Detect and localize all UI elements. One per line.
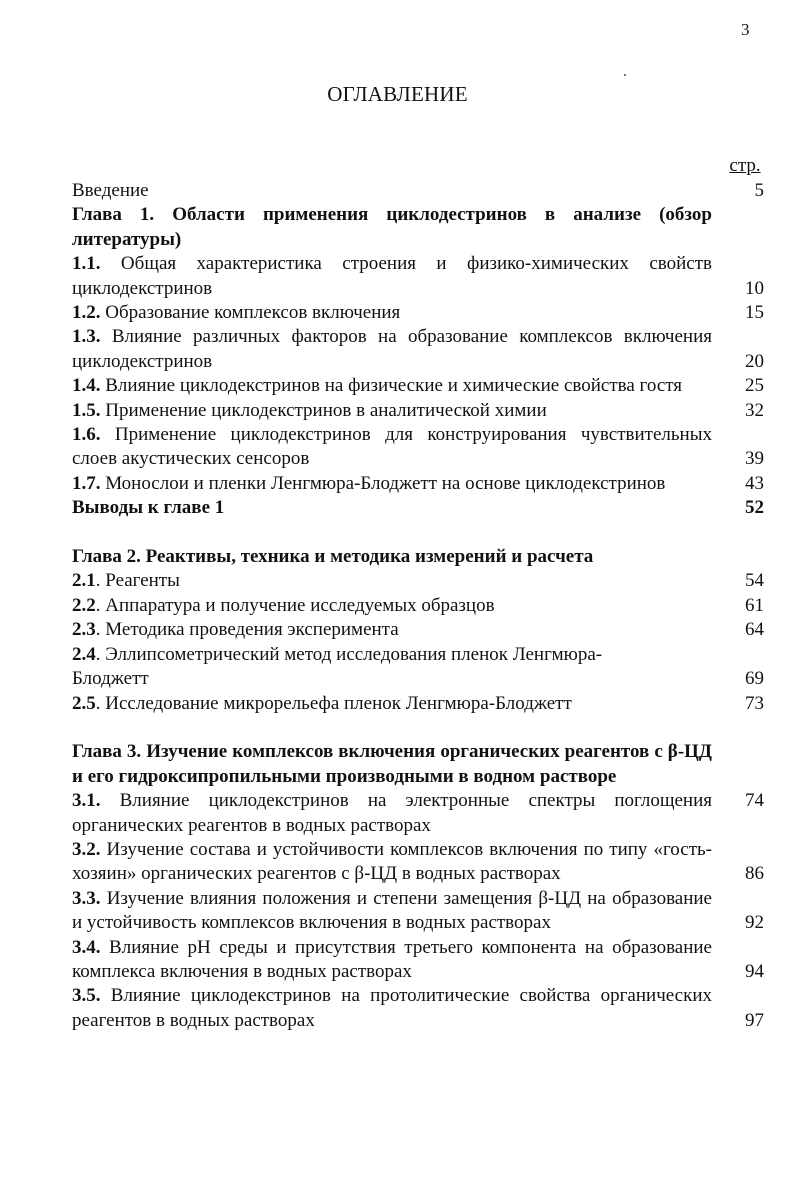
toc-chapter-title: Глава 2. Реактивы, техника и методика измерений и расчета — [72, 546, 594, 568]
toc-entry-title: Влияние pH среды и присутствия третьего компонента на образование комплекса включения в водных растворах — [72, 936, 712, 982]
toc-entry-page: 54 — [745, 570, 764, 592]
toc-entry-title: Выводы к главе 1 — [72, 497, 225, 519]
page-column-label: стр. — [729, 155, 761, 176]
toc-entry-title: . Методика проведения эксперимента — [95, 619, 399, 641]
toc-entry-title: Применение циклодекстринов для конструирования чувствительных слоев акустических сенсоров — [72, 424, 712, 470]
toc-entry-title: Изучение влияния положения и степени замещения β-ЦД на образование и устойчивость комплексов включения в водных растворах — [72, 887, 712, 934]
toc-entry-2-2[interactable] — [72, 594, 764, 618]
toc-entry-2-1[interactable] — [72, 569, 764, 593]
toc-entry-title: . Реагенты — [95, 570, 180, 592]
toc-entry-1-6[interactable] — [72, 423, 764, 472]
toc-entry-number: 3.3. — [72, 887, 101, 909]
toc-entry-number: 2.3 — [72, 619, 96, 641]
toc-entry-title: Влияние циклодекстринов на физические и химические свойства гостя — [100, 375, 683, 397]
toc-entry-introduction[interactable] — [72, 179, 764, 203]
toc-entry-number: 2.5 — [72, 692, 96, 714]
toc-entry-page: 61 — [745, 594, 764, 616]
toc-entry-1-7[interactable] — [72, 472, 764, 496]
toc-entry-title: . Эллипсометрический метод исследования пленок Ленгмюра-Блоджетт — [72, 643, 603, 690]
scan-speck — [624, 74, 626, 76]
toc-entry-number: 1.4. — [72, 375, 101, 397]
toc-entry-conclusions-1[interactable] — [72, 496, 764, 520]
toc-entry-number: 2.4 — [72, 643, 96, 665]
toc-entry-page: 15 — [745, 302, 764, 324]
page-number: 3 — [741, 20, 750, 39]
toc-entry-page: 25 — [745, 375, 764, 397]
page-title: ОГЛАВЛЕНИЕ — [327, 82, 468, 106]
toc-entry-2-5[interactable] — [72, 692, 764, 716]
toc-entry-number: 3.5. — [72, 985, 101, 1007]
toc-entry-number: 1.2. — [72, 302, 101, 324]
toc-entry-3-2[interactable] — [72, 838, 764, 887]
toc-entry-title: Влияние циклодекстринов на протолитические свойства органических реагентов в водных растворах — [72, 985, 712, 1031]
toc-entry-title: . Исследование микрорельефа пленок Ленгмюра-Блоджетт — [95, 692, 572, 714]
toc-entry-page: 73 — [745, 692, 764, 714]
toc-entry-page: 52 — [745, 497, 764, 519]
toc-entry-1-2[interactable] — [72, 301, 764, 325]
toc-chapter-3[interactable] — [72, 740, 764, 789]
toc-entry-3-4[interactable] — [72, 936, 764, 985]
toc-entry-title: Изучение состава и устойчивости комплексов включения по типу «гость-хозяин» органических реагентов с β-ЦД в водных растворах — [72, 838, 712, 885]
toc-entry-page: 10 — [745, 277, 764, 299]
toc-entry-number: 1.1. — [72, 253, 101, 275]
toc-entry-title: Монослои и пленки Ленгмюра-Блоджетт на основе циклодекстринов — [100, 472, 666, 494]
toc-entry-page: 92 — [745, 912, 764, 934]
toc-entry-page: 5 — [754, 180, 764, 201]
toc-entry-page: 20 — [745, 350, 764, 372]
toc-entry-page: 94 — [745, 960, 764, 982]
toc-entry-1-3[interactable] — [72, 325, 764, 374]
toc-entry-title: Введение — [72, 180, 149, 201]
toc-entry-number: 1.5. — [72, 399, 101, 421]
toc-entry-page: 69 — [745, 668, 764, 690]
toc-chapter-title: Глава 1. Области применения циклодестринов в анализе (обзор литературы) — [72, 204, 712, 250]
toc-entry-1-1[interactable] — [72, 252, 764, 301]
toc-spacer — [72, 521, 764, 545]
toc-entry-page: 74 — [745, 790, 764, 812]
toc-entry-page: 43 — [745, 472, 764, 494]
toc-entry-number: 2.1 — [72, 570, 96, 592]
toc-entry-number: 3.1. — [72, 790, 101, 812]
toc-entry-2-4[interactable] — [72, 643, 764, 692]
toc-entry-3-1[interactable] — [72, 789, 764, 838]
toc-entry-title: Влияние циклодекстринов на электронные спектры поглощения органических реагентов в водных растворах — [72, 790, 712, 836]
toc-entry-number: 3.4. — [72, 936, 101, 958]
toc-entry-page: 39 — [745, 448, 764, 470]
toc-entry-title: Применение циклодекстринов в аналитической химии — [100, 399, 547, 421]
toc-entry-number: 1.3. — [72, 326, 101, 348]
toc-entry-3-3[interactable] — [72, 887, 764, 936]
toc-chapter-1[interactable] — [72, 203, 764, 252]
toc-entry-number: 2.2 — [72, 594, 96, 616]
toc-entry-3-5[interactable] — [72, 984, 764, 1033]
table-of-contents — [72, 179, 764, 1033]
toc-entry-number: 1.7. — [72, 472, 101, 494]
toc-spacer — [72, 716, 764, 740]
toc-entry-title: Общая характеристика строения и физико-химических свойств циклодекстринов — [72, 253, 712, 299]
toc-entry-1-5[interactable] — [72, 399, 764, 423]
toc-entry-title: . Аппаратура и получение исследуемых образцов — [95, 594, 495, 616]
toc-entry-1-4[interactable] — [72, 374, 764, 398]
toc-entry-page: 97 — [745, 1009, 764, 1031]
toc-entry-number: 1.6. — [72, 424, 101, 446]
toc-entry-page: 64 — [745, 619, 764, 641]
toc-chapter-title: Глава 3. Изучение комплексов включения органических реагентов с β-ЦД и его гидроксипропильными производными в водном растворе — [72, 741, 712, 787]
toc-entry-2-3[interactable] — [72, 618, 764, 642]
toc-chapter-2[interactable] — [72, 545, 764, 569]
toc-entry-number: 3.2. — [72, 838, 101, 860]
toc-entry-title: Образование комплексов включения — [100, 302, 401, 324]
toc-entry-title: Влияние различных факторов на образование комплексов включения циклодекстринов — [72, 326, 712, 372]
toc-entry-page: 86 — [745, 863, 764, 885]
toc-entry-page: 32 — [745, 399, 764, 421]
